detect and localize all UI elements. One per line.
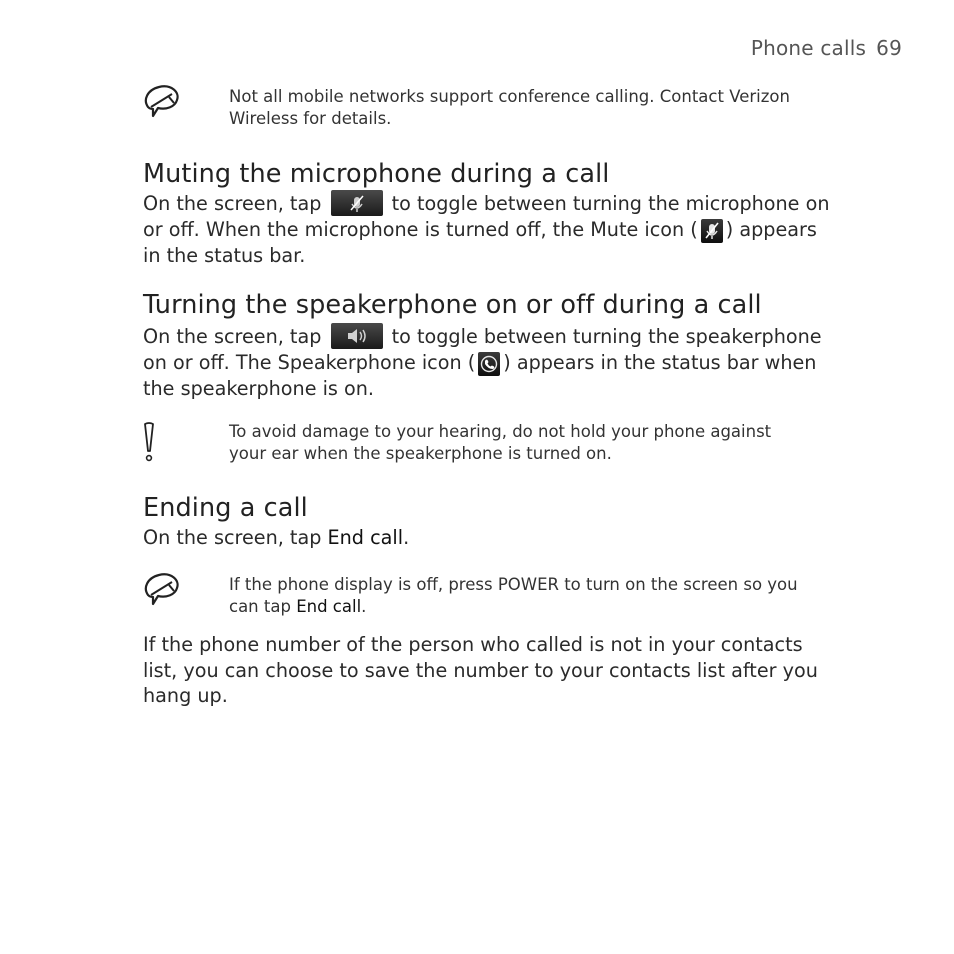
text-run: or off. When the microphone is turned off, the Mute icon ( — [143, 217, 698, 241]
text-run: . — [361, 597, 367, 616]
text-run: On the screen, tap — [143, 325, 322, 348]
section-title: Phone calls — [750, 36, 867, 60]
section-heading-speakerphone: Turning the speakerphone on or off during a call — [143, 290, 762, 320]
warning-icon — [142, 422, 156, 462]
page-header — [751, 36, 902, 60]
speakerphone-status-icon — [478, 352, 500, 376]
warning-text — [229, 421, 879, 465]
text-run: list, you can choose to save the number to your contacts list after you — [143, 658, 818, 682]
mute-button-icon — [331, 190, 383, 216]
note-line — [229, 596, 879, 618]
text-run: hang up. — [143, 684, 228, 707]
closing-paragraph — [143, 632, 888, 709]
end-call-label: End call — [327, 526, 404, 549]
text-run: On the screen, tap — [143, 526, 322, 549]
warning-line: your ear when the speakerphone is turned on. — [229, 444, 612, 463]
text-run: to toggle between turning the speakerphone — [391, 325, 822, 348]
text-run: If the phone number of the person who called is not in your contacts — [143, 633, 803, 656]
text-run: On the screen, tap — [143, 192, 322, 215]
text-run: . — [403, 526, 410, 549]
ending-paragraph — [143, 525, 888, 551]
note-line: If the phone display is off, press POWER to turn on the screen so you — [229, 575, 798, 594]
note-line: Not all mobile networks support conference calling. Contact Verizon — [229, 87, 790, 106]
note-line: Wireless for details. — [229, 109, 392, 128]
text-run: on or off. The Speakerphone icon ( — [143, 350, 476, 374]
text-run: can tap — [229, 597, 291, 616]
mute-status-icon — [701, 219, 723, 243]
end-call-label: End call — [296, 597, 362, 616]
text-run: ) appears in the status bar when — [503, 350, 817, 374]
speaker-button-icon — [331, 323, 383, 349]
muting-paragraph — [143, 190, 888, 268]
text-run: the speakerphone is on. — [143, 376, 375, 400]
text-run: in the status bar. — [143, 243, 306, 267]
page-number: 69 — [876, 36, 902, 60]
note-text — [229, 86, 879, 130]
text-run: ) appears — [725, 217, 817, 241]
text-run: to toggle between turning the microphone on — [391, 192, 830, 215]
section-heading-ending: Ending a call — [143, 493, 308, 523]
warning-line: To avoid damage to your hearing, do not hold your phone against — [229, 422, 772, 441]
note-icon — [142, 84, 182, 122]
speakerphone-paragraph — [143, 323, 888, 401]
note-icon — [142, 572, 182, 610]
note-text — [229, 574, 879, 618]
section-heading-muting: Muting the microphone during a call — [143, 159, 610, 189]
